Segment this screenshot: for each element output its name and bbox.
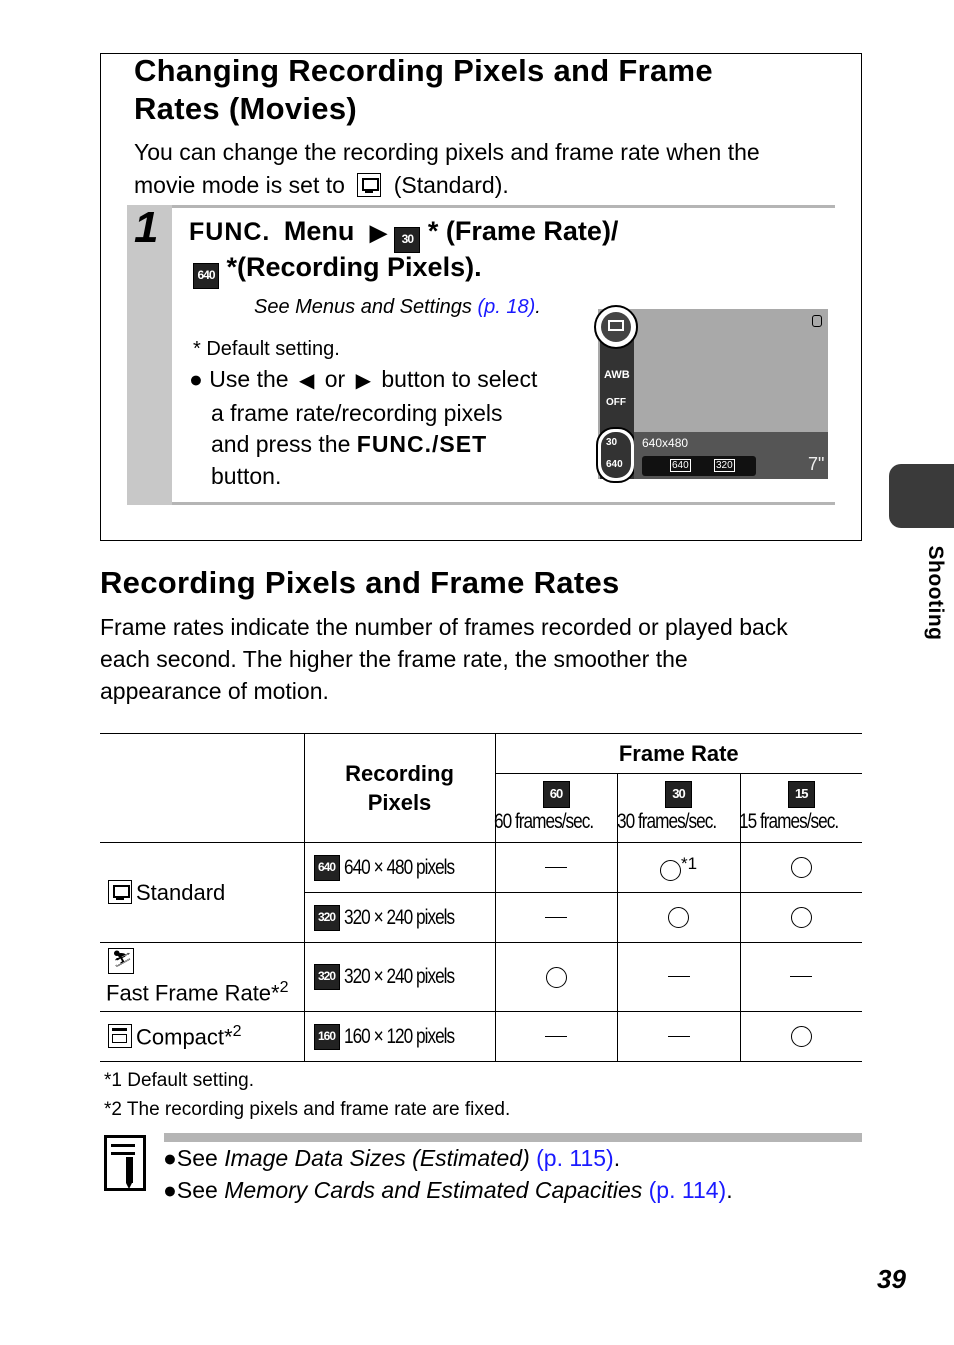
col-recording-line1: Recording: [345, 761, 454, 786]
see-menus-text: See Menus and Settings: [254, 296, 472, 318]
frame-rate-30-icon: 30: [394, 227, 420, 253]
dash-mark: [545, 867, 567, 868]
row-compact-label: [100, 1012, 304, 1062]
compact-160-px: 160 × 120 pixels: [343, 1024, 455, 1048]
lcd-options-bar: [642, 456, 756, 476]
dash-mark: [545, 1036, 567, 1037]
section1-intro: [134, 136, 760, 202]
frame-rate-60-icon: 60: [543, 781, 570, 808]
fr-col-30: [617, 774, 740, 843]
fr-col-15: [740, 774, 862, 843]
func-label: FUNC.: [189, 218, 271, 246]
intro-post: (Standard).: [393, 172, 509, 198]
frame-rate-table: [100, 733, 862, 1062]
intro-pre: movie mode is set to: [134, 172, 345, 198]
step-number: 1: [134, 203, 159, 252]
dash-mark: [668, 976, 690, 977]
intro-line2: [134, 169, 760, 202]
bullet-line4: button.: [211, 462, 282, 489]
note2-pre: See: [176, 1177, 218, 1203]
note1-end: .: [613, 1145, 621, 1171]
fast-fr60: [495, 943, 617, 1012]
fr-col-60: [495, 774, 617, 843]
bullet-or: or: [324, 366, 346, 392]
lcd-flash-label: OFF: [606, 397, 626, 408]
dash-mark: [545, 917, 567, 918]
compact-fr60: [495, 1012, 617, 1062]
fast-fr30: [617, 943, 740, 1012]
step-heading-line1: [189, 214, 618, 253]
default-mark-sup: *1: [680, 853, 698, 873]
note-2: [163, 1174, 733, 1206]
circle-mark: [660, 860, 681, 881]
recording-pixels-320-fast-icon: 320: [314, 964, 340, 990]
lcd-lock-icon: [812, 315, 822, 327]
compact-icon: [108, 1024, 132, 1048]
body-line1: Frame rates indicate the number of frames recorded or played back: [100, 614, 788, 640]
default-setting-note: * Default setting.: [193, 338, 340, 360]
compact-label: Compact*: [136, 1024, 233, 1050]
note2-link[interactable]: (p. 114): [648, 1177, 727, 1203]
circle-mark: [791, 857, 812, 878]
fast-fr15: [740, 943, 862, 1012]
note1-link[interactable]: (p. 115): [536, 1145, 614, 1171]
lcd-resolution-label: 640x480: [642, 436, 689, 450]
frame-rate-15-icon: 15: [788, 781, 815, 808]
row-standard-label: [100, 843, 304, 943]
recording-pixels-640-icon: 640: [193, 263, 219, 289]
bullet-dot-icon: ●: [163, 1145, 177, 1171]
note1-italic: Image Data Sizes (Estimated): [224, 1145, 530, 1171]
fast-320-cell: [304, 943, 495, 1012]
bullet-pre: Use the: [209, 366, 289, 392]
recording-pixels-320-icon: 320: [314, 905, 340, 931]
bullet-line1: [189, 364, 537, 398]
heading-recording-pixels: *(Recording Pixels).: [226, 252, 482, 282]
body-line2: each second. The higher the frame rate, the smoother the: [100, 646, 688, 672]
see-menus-period: .: [535, 296, 541, 318]
camera-lcd-screen: [598, 309, 828, 479]
section1-title-line1: Changing Recording Pixels and Frame: [134, 53, 713, 88]
body-line3: appearance of motion.: [100, 678, 329, 704]
note1-pre: See: [176, 1145, 218, 1171]
lcd-movie-mode-icon: [594, 305, 638, 349]
note2-end: .: [726, 1177, 733, 1203]
fr-30-label: 30 frames/sec.: [616, 809, 716, 833]
lcd-option-320: 320: [716, 460, 733, 471]
bullet-line2: a frame rate/recording pixels: [211, 399, 503, 426]
frame-rate-30-col-icon: 30: [665, 781, 692, 808]
lcd-time-remaining: 7": [808, 454, 825, 474]
circle-mark: [546, 967, 567, 988]
standard-640-fr60: [495, 843, 617, 893]
fast-frame-rate-icon: ⛷: [108, 948, 134, 974]
circle-mark: [791, 907, 812, 928]
circle-mark: [668, 907, 689, 928]
row-fast-label: [100, 943, 304, 1012]
standard-640-fr30: [617, 843, 740, 893]
circle-mark: [791, 1026, 812, 1047]
section2-title: Recording Pixels and Frame Rates: [100, 565, 620, 600]
fr-60-label: 60 frames/sec.: [494, 809, 594, 833]
see-menus-line: [254, 294, 541, 320]
section1-title-line2: Rates (Movies): [134, 91, 357, 126]
notes-list: [163, 1142, 733, 1206]
table-corner-cell: [100, 734, 304, 843]
standard-320-fr15: [740, 893, 862, 943]
bullet-line3-pre: and press the: [211, 431, 351, 457]
lcd-selector: [596, 427, 636, 483]
standard-label: Standard: [136, 879, 226, 905]
step-heading-line2: [193, 250, 482, 289]
dash-mark: [668, 1036, 690, 1037]
func-set-label: FUNC./SET: [356, 431, 488, 457]
bullet-post: button to select: [381, 366, 538, 392]
step-bullet: [189, 364, 537, 492]
step-panel-top-border: [127, 205, 835, 208]
page-number: 39: [877, 1264, 906, 1294]
side-tab: [889, 464, 954, 528]
recording-pixels-640-row-icon: 640: [314, 855, 340, 881]
section1-title: [134, 52, 713, 128]
standard-640-px: 640 × 480 pixels: [343, 855, 455, 879]
memo-icon: [104, 1135, 146, 1191]
footnote-2: *2 The recording pixels and frame rate are fixed.: [104, 1099, 511, 1120]
col-frame-rate: Frame Rate: [495, 734, 862, 774]
intro-line1: You can change the recording pixels and frame rate when the: [134, 139, 760, 165]
bullet-dot-icon: ●: [189, 366, 203, 392]
lcd-wb-label: AWB: [604, 369, 630, 381]
triangle-right-icon: ▶: [369, 220, 387, 245]
heading-frame-rate: * (Frame Rate)/: [427, 216, 619, 246]
arrow-left-icon: ◀: [298, 370, 315, 392]
note-1: [163, 1142, 733, 1174]
dash-mark: [790, 976, 812, 977]
see-menus-link[interactable]: (p. 18): [477, 296, 536, 318]
section2-body: [100, 611, 788, 707]
col-recording-pixels: [304, 734, 495, 843]
note2-italic: Memory Cards and Estimated Capacities: [224, 1177, 643, 1203]
standard-640-cell: [304, 843, 495, 893]
notes-bar: [164, 1133, 862, 1142]
bullet-dot-icon: ●: [163, 1177, 177, 1203]
standard-640-fr15: [740, 843, 862, 893]
menu-label: Menu: [283, 216, 355, 246]
footnote-1: *1 Default setting.: [104, 1070, 254, 1091]
bullet-line3: [189, 429, 537, 461]
lcd-option-640: 640: [672, 460, 689, 471]
fast-sup: 2: [279, 979, 289, 997]
compact-fr15: [740, 1012, 862, 1062]
movie-standard-row-icon: [108, 880, 132, 904]
standard-320-px: 320 × 240 pixels: [343, 905, 455, 929]
fr-15-label: 15 frames/sec.: [739, 809, 839, 833]
compact-sup: 2: [232, 1022, 242, 1040]
lcd-fr-icon: 30: [606, 437, 618, 448]
footnotes: [104, 1066, 510, 1124]
arrow-right-icon: ▶: [355, 370, 371, 392]
standard-320-fr60: [495, 893, 617, 943]
lcd-rp-icon: 640: [606, 459, 623, 470]
compact-160-cell: [304, 1012, 495, 1062]
fast-320-px: 320 × 240 pixels: [343, 965, 455, 988]
col-recording-line2: Pixels: [367, 790, 432, 815]
compact-fr30: [617, 1012, 740, 1062]
recording-pixels-160-icon: 160: [314, 1024, 340, 1050]
standard-320-fr30: [617, 893, 740, 943]
fast-label: Fast Frame Rate*: [106, 980, 280, 1006]
side-tab-label: Shooting: [924, 545, 947, 641]
standard-320-cell: [304, 893, 495, 943]
movie-standard-icon: [357, 173, 381, 197]
step-panel-bottom-border: [127, 502, 835, 505]
